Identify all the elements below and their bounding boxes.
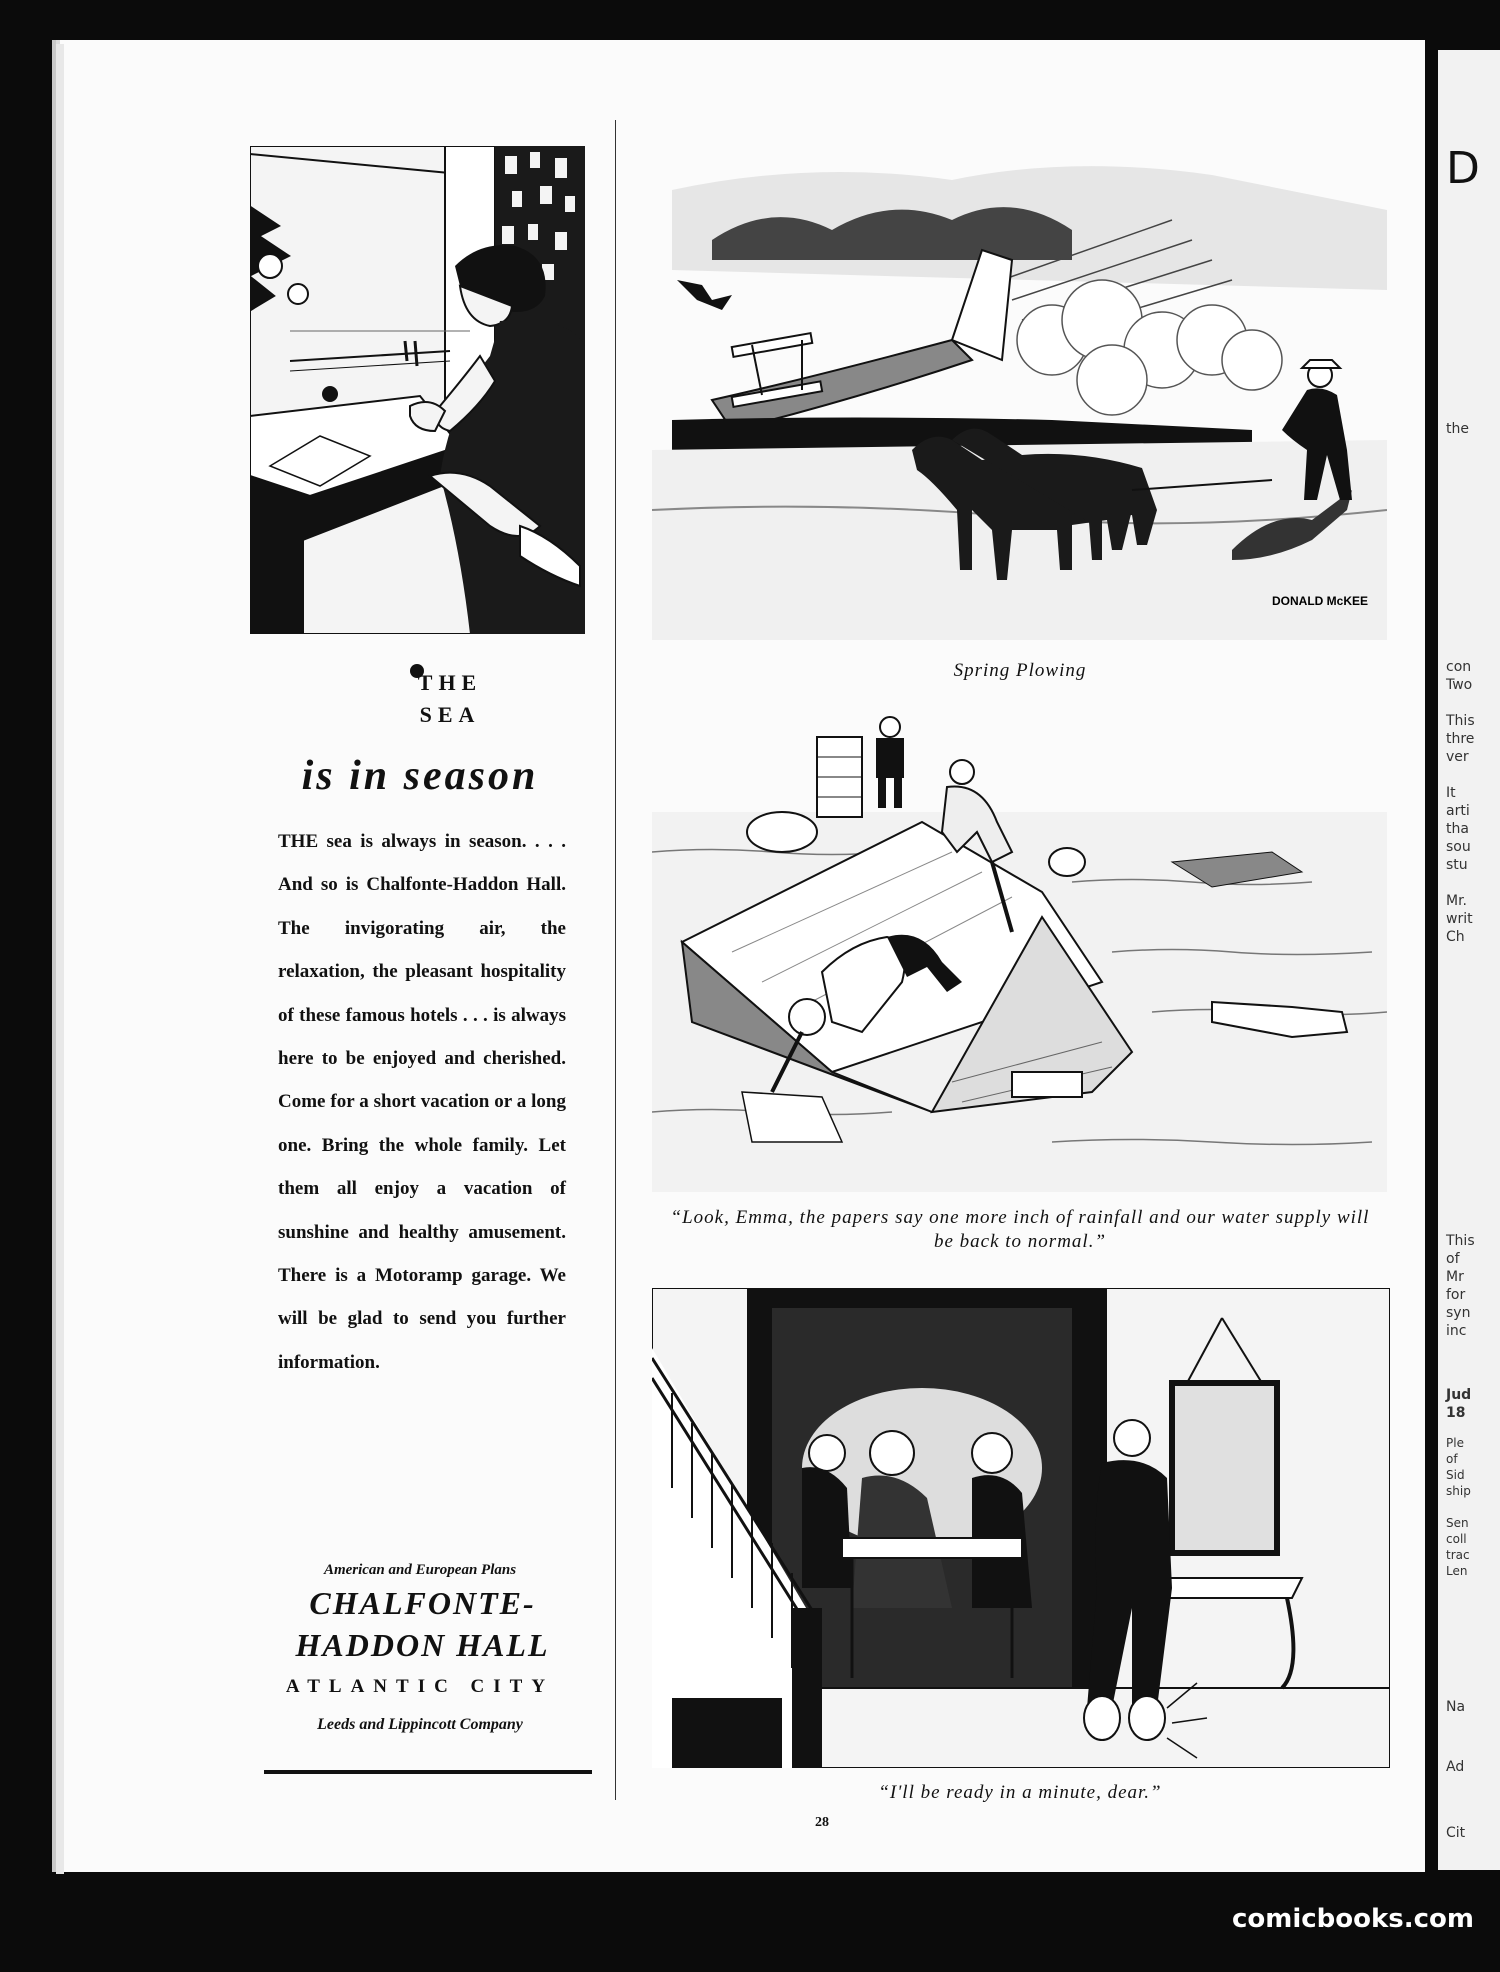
adjacent-page-word: Ch bbox=[1446, 929, 1465, 945]
headline-the: THE bbox=[417, 670, 483, 695]
adjacent-page-letter: D bbox=[1446, 143, 1480, 194]
adjacent-page-word: Sen bbox=[1446, 1516, 1469, 1530]
adjacent-page-word: inc bbox=[1446, 1323, 1467, 1339]
adjacent-page-word: stu bbox=[1446, 857, 1468, 873]
ad-illustration bbox=[250, 146, 585, 634]
caption-spring-plowing: Spring Plowing bbox=[953, 660, 1087, 681]
adjacent-page-word: thre bbox=[1446, 731, 1475, 747]
column-divider bbox=[615, 120, 616, 1800]
adjacent-page-word: Na bbox=[1446, 1699, 1466, 1715]
cartoon-spring-plowing bbox=[652, 150, 1387, 640]
adjacent-page-word: ship bbox=[1446, 1484, 1471, 1498]
adjacent-page-word: Two bbox=[1446, 677, 1473, 693]
cartoon-flood bbox=[652, 712, 1387, 1192]
adjacent-page-word: coll bbox=[1446, 1532, 1467, 1546]
adjacent-page-word: Len bbox=[1446, 1564, 1468, 1578]
adjacent-page-word: Sid bbox=[1446, 1468, 1465, 1482]
adjacent-page-word: 18 bbox=[1446, 1405, 1466, 1421]
adjacent-page-word: sou bbox=[1446, 839, 1471, 855]
adjacent-page-word: tha bbox=[1446, 821, 1469, 837]
adjacent-page-word: syn bbox=[1446, 1305, 1471, 1321]
headline-sea: SEA bbox=[419, 702, 481, 727]
adjacent-page-word: Cit bbox=[1446, 1825, 1466, 1841]
page-edge bbox=[56, 44, 64, 1874]
cartoon-ready-in-a-minute bbox=[652, 1288, 1390, 1768]
ad-company: Leeds and Lippincott Company bbox=[317, 1716, 523, 1733]
hotel-name-line2: HADDON HALL bbox=[295, 1627, 550, 1663]
adjacent-page-word: of bbox=[1446, 1251, 1460, 1267]
adjacent-page-word: It bbox=[1446, 785, 1456, 801]
headline-in-season: is in season bbox=[301, 753, 539, 799]
adjacent-page-word: arti bbox=[1446, 803, 1470, 819]
caption-flood: “Look, Emma, the papers say one more inch of rainfall and our water supply will be back to normal.” bbox=[670, 1207, 1370, 1252]
ad-headline bbox=[250, 670, 590, 728]
adjacent-page-word: Mr. bbox=[1446, 893, 1467, 909]
adjacent-page-word: This bbox=[1446, 1233, 1475, 1249]
adjacent-page-word: con bbox=[1446, 659, 1472, 675]
adjacent-page-word: ver bbox=[1446, 749, 1469, 765]
adjacent-page-word: trac bbox=[1446, 1548, 1470, 1562]
ad-bottom-rule bbox=[264, 1770, 592, 1774]
adjacent-page-word: writ bbox=[1446, 911, 1473, 927]
adjacent-page-word: Ple bbox=[1446, 1436, 1464, 1450]
adjacent-page-word: Jud bbox=[1446, 1387, 1472, 1403]
adjacent-page-word: Mr bbox=[1446, 1269, 1464, 1285]
cartoon-signature: DONALD McKEE bbox=[1272, 594, 1369, 608]
ad-city: ATLANTIC CITY bbox=[285, 1676, 555, 1697]
page-number: 28 bbox=[815, 1815, 829, 1830]
adjacent-page-word: Ad bbox=[1446, 1759, 1465, 1775]
hotel-name-line1: CHALFONTE- bbox=[309, 1585, 536, 1621]
ad-body-text: THE sea is always in season. . . . And so is Chalfonte-Haddon Hall. The invigorating air, the relaxation, the pleasant hospitality of these famous hotels . . . is always here to be enjoyed and cherished. Come for a short vacation or a long one. Bring the whole family. Let them all enjoy a vacation of sunshine and healthy amusement. There is a Motoramp garage. We will be glad to send you further information. bbox=[278, 831, 566, 1373]
adjacent-page-word: of bbox=[1446, 1452, 1458, 1466]
adjacent-page-word: This bbox=[1446, 713, 1475, 729]
caption-ready-in-a-minute: “I'll be ready in a minute, dear.” bbox=[878, 1782, 1162, 1803]
adjacent-page-edge bbox=[1438, 50, 1500, 1870]
watermark: comicbooks.com bbox=[1231, 1904, 1474, 1934]
adjacent-page-word: for bbox=[1446, 1287, 1466, 1303]
adjacent-page-word: the bbox=[1446, 421, 1469, 437]
ad-plans: American and European Plans bbox=[323, 1562, 517, 1578]
